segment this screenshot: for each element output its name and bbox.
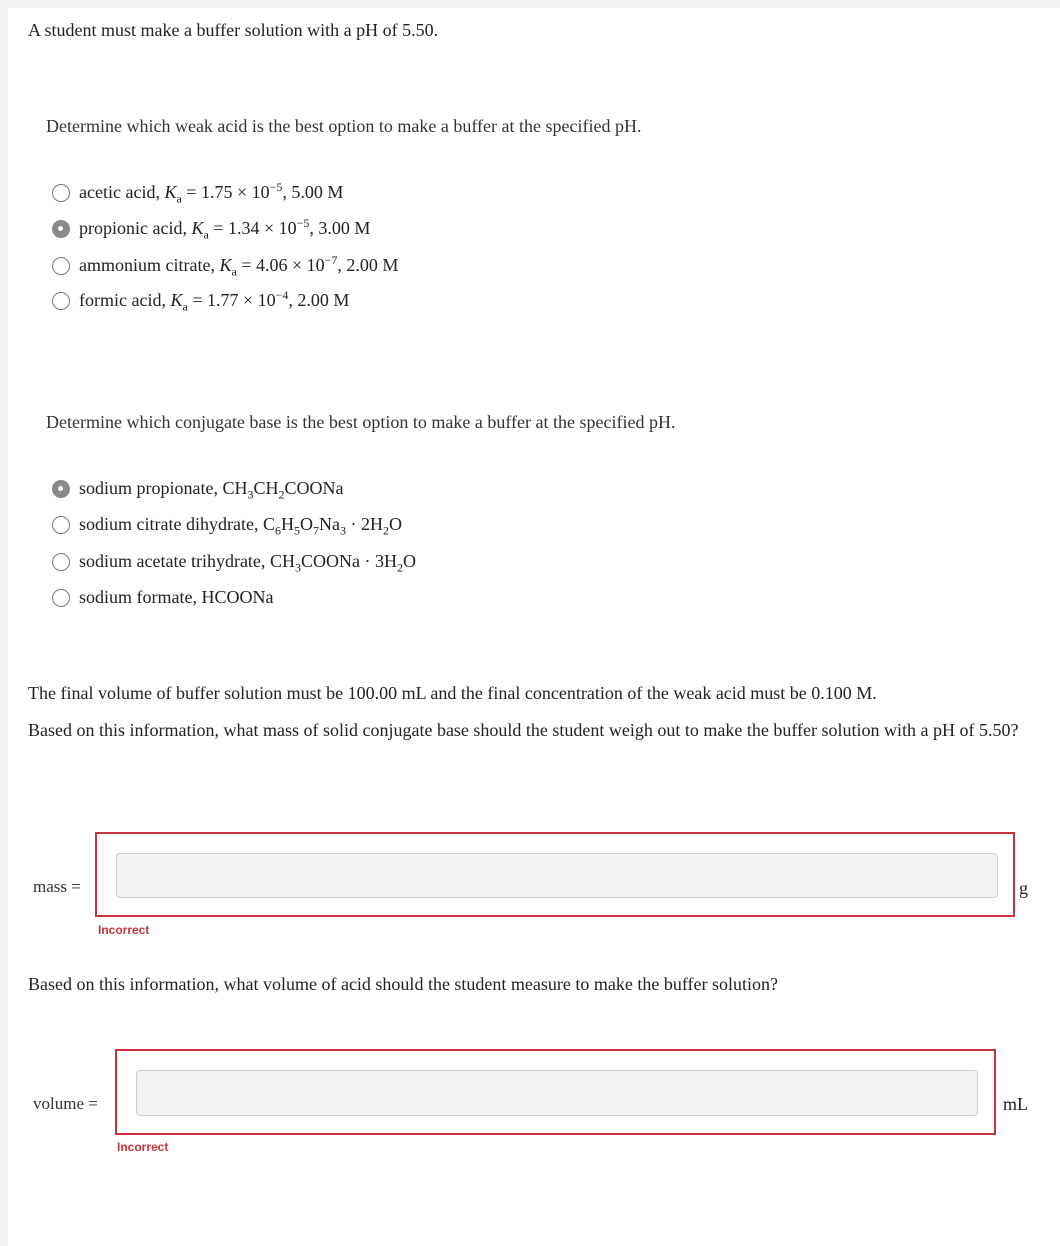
volume-unit: mL bbox=[1003, 1094, 1028, 1114]
base-option-label: sodium formate, HCOONa bbox=[79, 587, 274, 607]
acid-radio-acetic[interactable] bbox=[52, 184, 70, 202]
volume-answer-box bbox=[115, 1049, 996, 1135]
base-option-label: sodium citrate dihydrate, $C_6H_5O_7Na_3 \cdot 2H_2O$ bbox=[79, 514, 402, 538]
mass-question-prompt: Based on this information, what mass of solid conjugate base should the student weigh out to make the buffer solution with a pH of 5.50? bbox=[28, 720, 1019, 740]
volume-input[interactable] bbox=[136, 1070, 978, 1116]
intro-text: A student must make a buffer solution with a pH of 5.50. bbox=[28, 20, 439, 40]
mass-label: mass = bbox=[33, 877, 81, 896]
acid-radio-formic[interactable] bbox=[52, 292, 70, 310]
base-radio-citrate[interactable] bbox=[52, 516, 70, 534]
acid-option-label: propionic acid, $K_a = 1.34 \times 10^{-5}$, 3.00 M bbox=[79, 216, 371, 242]
base-radio-formate[interactable] bbox=[52, 589, 70, 607]
acid-option-label: ammonium citrate, $K_a = 4.06 \times 10^{-7}$, 2.00 M bbox=[79, 253, 399, 279]
volume-status: Incorrect bbox=[117, 1140, 169, 1154]
volume-question-prompt: Based on this information, what volume of acid should the student measure to make the buffer solution? bbox=[28, 974, 779, 994]
acid-option-label: acetic acid, $K_a = 1.75 \times 10^{-5}$, 5.00 M bbox=[79, 180, 344, 206]
acid-option-label: formic acid, $K_a = 1.77 \times 10^{-4}$, 2.00 M bbox=[79, 288, 350, 314]
volume-label: volume = bbox=[33, 1094, 98, 1113]
mass-answer-box bbox=[95, 832, 1015, 917]
base-radio-acetate[interactable] bbox=[52, 553, 70, 571]
acid-radio-propionic[interactable] bbox=[52, 220, 70, 238]
mass-status: Incorrect bbox=[98, 923, 150, 937]
question-card bbox=[8, 8, 1060, 1246]
info-text: The final volume of buffer solution must be 100.00 mL and the final concentration of the weak acid must be 0.100 M. bbox=[28, 683, 877, 703]
acid-question-prompt: Determine which weak acid is the best option to make a buffer at the specified pH. bbox=[46, 116, 642, 136]
mass-unit: g bbox=[1019, 878, 1028, 898]
base-radio-propionate[interactable] bbox=[52, 480, 70, 498]
base-option-label: sodium propionate, $CH_3CH_2COONa$ bbox=[79, 478, 344, 502]
acid-radio-ammonium-citrate[interactable] bbox=[52, 257, 70, 275]
mass-input[interactable] bbox=[116, 853, 998, 898]
base-option-label: sodium acetate trihydrate, $CH_3COONa \cdot 3H_2O$ bbox=[79, 551, 416, 575]
base-question-prompt: Determine which conjugate base is the best option to make a buffer at the specified pH. bbox=[46, 412, 676, 432]
